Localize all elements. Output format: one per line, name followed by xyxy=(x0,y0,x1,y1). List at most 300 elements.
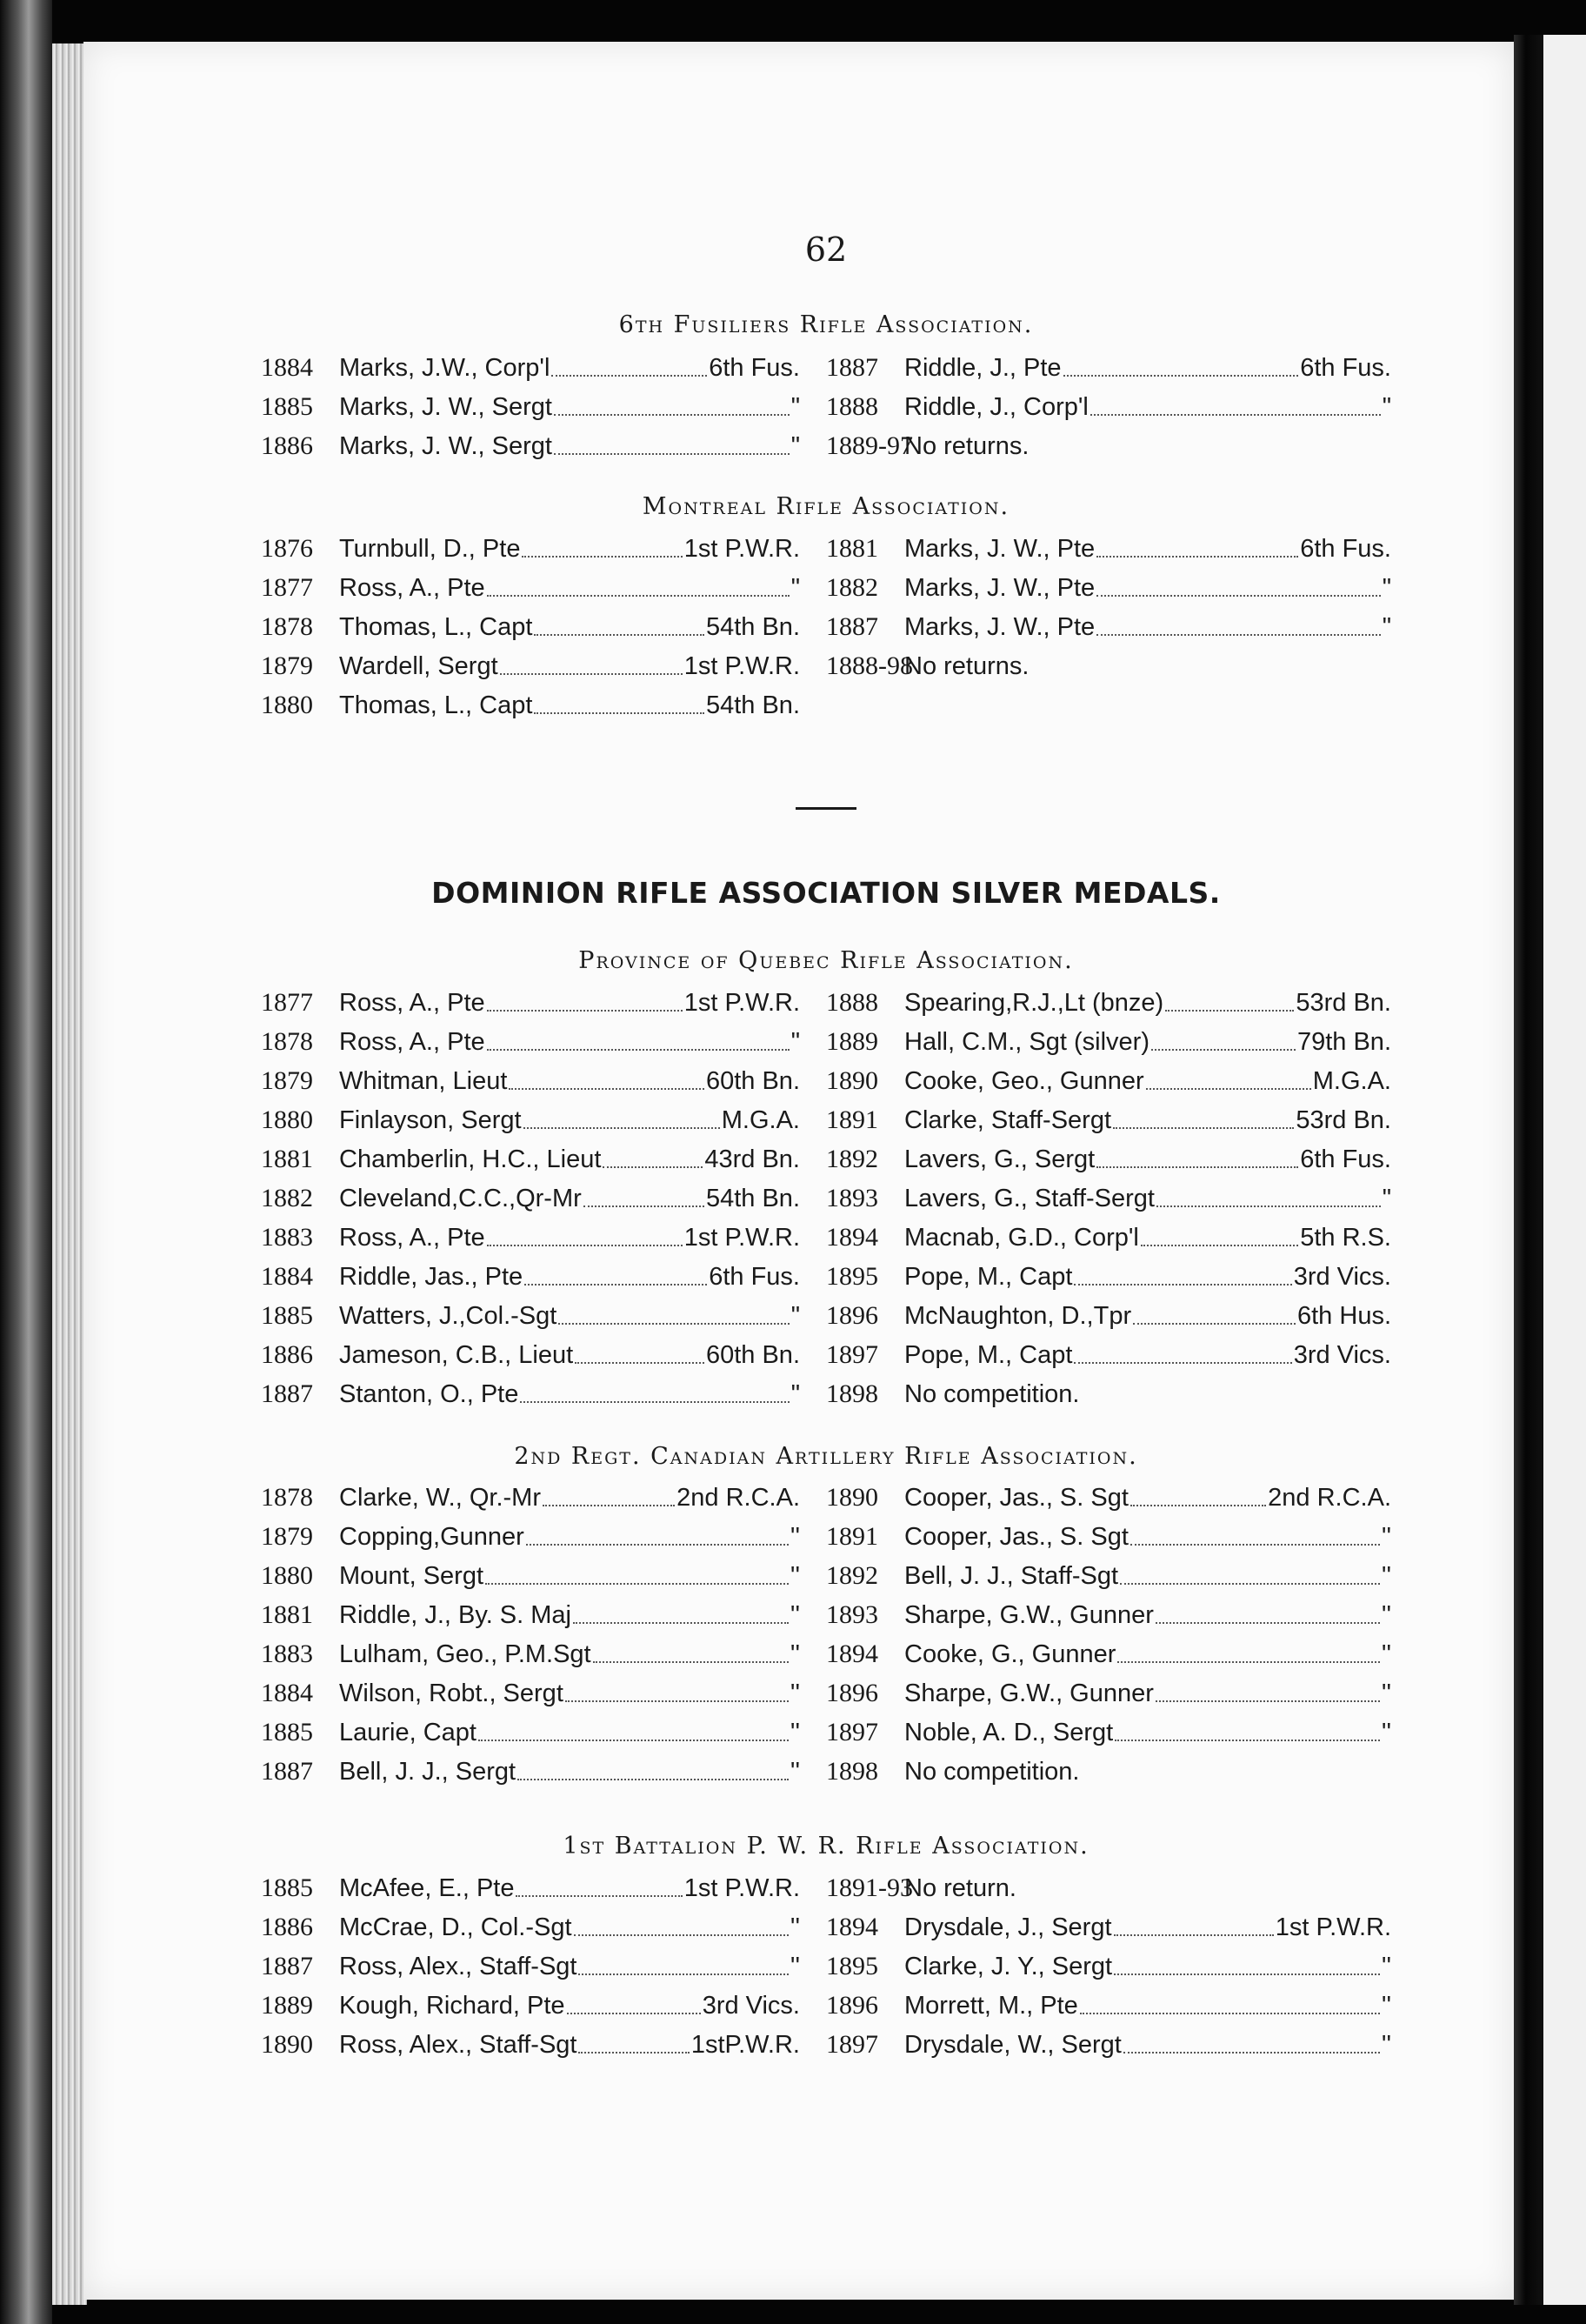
entry-name: Ross, A., Pte xyxy=(339,989,485,1017)
entry-unit: 54th Bn. xyxy=(705,613,800,641)
main-heading: DOMINION RIFLE ASSOCIATION SILVER MEDALS. xyxy=(431,876,1221,910)
entry-name: Marks, J.W., Corp'l xyxy=(339,354,550,382)
medal-entry xyxy=(826,1947,1391,1986)
entry-name: Riddle, J., Pte xyxy=(904,354,1062,382)
dot-leader xyxy=(567,2012,701,2014)
medal-entry xyxy=(826,1517,1391,1556)
entry-unit: 6th Fus. xyxy=(1300,1145,1391,1173)
entry-year: 1877 xyxy=(261,573,313,602)
entry-year: 1898 xyxy=(826,1757,878,1786)
medal-entry xyxy=(826,1257,1391,1296)
entry-unit: 3rd Vics. xyxy=(1293,1341,1391,1369)
entry-unit: '' xyxy=(1381,1523,1391,1551)
entry-year: 1884 xyxy=(261,1262,313,1291)
entry-name: Cooper, Jas., S. Sgt xyxy=(904,1523,1129,1551)
entry-name: Riddle, J., Corp'l xyxy=(904,393,1089,421)
entry-year: 1879 xyxy=(261,1522,313,1551)
entry-year: 1895 xyxy=(826,1952,878,1980)
medal-entry xyxy=(261,1335,826,1374)
entry-name: Drysdale, W., Sergt xyxy=(904,2031,1122,2059)
right-column xyxy=(826,1478,1391,1791)
dot-leader xyxy=(534,711,704,714)
entry-name: Clarke, W., Qr.-Mr xyxy=(339,1484,541,1512)
entry-year: 1887 xyxy=(261,1952,313,1980)
entry-year: 1878 xyxy=(261,612,313,641)
entry-name: Stanton, O., Pte xyxy=(339,1380,519,1408)
entry-year: 1885 xyxy=(261,1718,313,1746)
entry-unit: " xyxy=(790,1380,800,1408)
dot-leader xyxy=(578,1973,788,1975)
dot-leader xyxy=(593,1660,789,1663)
entry-year: 1896 xyxy=(826,1991,878,2020)
dot-leader xyxy=(1114,1973,1380,1975)
entry-name: Lulham, Geo., P.M.Sgt xyxy=(339,1640,591,1668)
entry-unit: 1st P.W.R. xyxy=(683,535,800,563)
dot-leader xyxy=(1115,1739,1380,1741)
section-heading-1st-battalion-pwr: 1st Battalion P. W. R. Rifle Association. xyxy=(563,1833,1090,1860)
dot-leader xyxy=(523,1126,720,1129)
entry-year: 1891 xyxy=(826,1105,878,1134)
dot-leader xyxy=(500,672,683,675)
entry-unit: " xyxy=(790,432,800,460)
entry-unit: '' xyxy=(790,1680,800,1707)
dot-leader xyxy=(522,555,682,558)
medal-entry xyxy=(826,387,1391,426)
entry-name: Marks, J. W., Pte xyxy=(904,535,1096,563)
entry-unit: '' xyxy=(790,1953,800,1980)
entry-unit: '' xyxy=(1381,2031,1391,2059)
medal-entry xyxy=(261,1022,826,1061)
medal-entry xyxy=(261,607,826,646)
medal-entry xyxy=(261,348,826,387)
entry-year: 1896 xyxy=(826,1301,878,1330)
entry-name: Sharpe, G.W., Gunner xyxy=(904,1680,1154,1707)
entry-year: 1891 xyxy=(826,1522,878,1551)
medal-entry xyxy=(261,387,826,426)
medal-entry xyxy=(261,685,826,725)
dot-leader xyxy=(1146,1087,1311,1090)
entry-unit: '' xyxy=(1381,1992,1391,2020)
entry-year: 1898 xyxy=(826,1379,878,1408)
medal-entry xyxy=(826,1022,1391,1061)
entry-name: Pope, M., Capt xyxy=(904,1263,1073,1291)
entry-year: 1892 xyxy=(826,1561,878,1590)
dot-leader xyxy=(487,1244,683,1246)
medal-entry xyxy=(826,646,1391,685)
entry-year: 1880 xyxy=(261,1105,313,1134)
section-heading-6th-fusiliers: 6th Fusiliers Rifle Association. xyxy=(618,311,1034,338)
entry-year: 1881 xyxy=(261,1600,313,1629)
medal-entry xyxy=(261,1868,826,1907)
entry-name: Thomas, L., Capt xyxy=(339,691,533,719)
dot-leader xyxy=(1130,1543,1380,1546)
dot-leader xyxy=(1123,2051,1380,2054)
medal-entry xyxy=(261,1556,826,1595)
entry-name: No returns. xyxy=(904,652,1030,680)
dot-leader xyxy=(1074,1361,1291,1364)
dot-leader xyxy=(1096,633,1381,636)
medal-entry xyxy=(826,568,1391,607)
dot-leader xyxy=(1165,1009,1294,1012)
dot-leader xyxy=(1063,374,1299,377)
entry-year: 1889-97 xyxy=(826,431,913,460)
entry-year: 1893 xyxy=(826,1600,878,1629)
entry-unit: M.G.A. xyxy=(721,1106,800,1134)
dot-leader xyxy=(1114,1933,1274,1936)
medal-entry xyxy=(261,1179,826,1218)
medal-entry xyxy=(826,1296,1391,1335)
section-table-canadian-artillery xyxy=(261,1478,1391,1791)
dot-leader xyxy=(1117,1660,1380,1663)
entry-name: Ross, A., Pte xyxy=(339,1224,485,1252)
dot-leader xyxy=(487,1009,683,1012)
medal-entry xyxy=(826,1139,1391,1179)
entry-year: 1890 xyxy=(826,1066,878,1095)
entry-name: McNaughton, D.,Tpr xyxy=(904,1302,1132,1330)
dot-leader xyxy=(554,413,790,416)
entry-year: 1895 xyxy=(826,1262,878,1291)
entry-year: 1890 xyxy=(261,2030,313,2059)
entry-name: No returns. xyxy=(904,432,1030,460)
medal-entry xyxy=(261,529,826,568)
medal-entry xyxy=(261,983,826,1022)
entry-year: 1891-93 xyxy=(826,1873,913,1902)
medal-entry xyxy=(826,1374,1391,1413)
dot-leader xyxy=(1090,413,1381,416)
section-table-montreal xyxy=(261,529,1391,725)
entry-unit: " xyxy=(1382,393,1391,421)
dot-leader xyxy=(578,2051,689,2054)
entry-name: No competition. xyxy=(904,1380,1080,1408)
medal-entry xyxy=(826,1752,1391,1791)
entry-year: 1886 xyxy=(261,431,313,460)
entry-name: Cooke, Geo., Gunner xyxy=(904,1067,1144,1095)
dot-leader xyxy=(1096,594,1381,597)
entry-year: 1889 xyxy=(261,1991,313,2020)
dot-leader xyxy=(574,1933,789,1936)
entry-unit: 79th Bn. xyxy=(1296,1028,1391,1056)
dot-leader xyxy=(485,1582,789,1585)
dot-leader xyxy=(575,1361,704,1364)
entry-unit: '' xyxy=(790,1758,800,1786)
dot-leader xyxy=(551,374,707,377)
dot-leader xyxy=(1096,555,1298,558)
entry-year: 1883 xyxy=(261,1639,313,1668)
entry-year: 1892 xyxy=(826,1145,878,1173)
entry-unit: 1st P.W.R. xyxy=(683,1874,800,1902)
entry-unit: '' xyxy=(790,1913,800,1941)
entry-year: 1881 xyxy=(261,1145,313,1173)
dot-leader xyxy=(516,1894,682,1897)
right-column xyxy=(826,1868,1391,2064)
entry-name: No competition. xyxy=(904,1758,1080,1786)
entry-unit: 43rd Bn. xyxy=(704,1145,800,1173)
entry-year: 1894 xyxy=(826,1639,878,1668)
entry-name: Bell, J. J., Staff-Sgt xyxy=(904,1562,1119,1590)
section-heading-province-of-quebec: Province of Quebec Rifle Association. xyxy=(578,947,1074,974)
dot-leader xyxy=(524,1283,707,1286)
book-gutter xyxy=(1514,35,1543,2305)
entry-unit: '' xyxy=(790,1562,800,1590)
dot-leader xyxy=(478,1739,789,1741)
entry-year: 1889 xyxy=(826,1027,878,1056)
entry-unit: '' xyxy=(1381,1562,1391,1590)
entry-unit: '' xyxy=(790,1719,800,1746)
entry-name: Sharpe, G.W., Gunner xyxy=(904,1601,1154,1629)
entry-year: 1888 xyxy=(826,392,878,421)
entry-unit: 1st P.W.R. xyxy=(683,1224,800,1252)
entry-year: 1880 xyxy=(261,691,313,719)
entry-name: Drysdale, J., Sergt xyxy=(904,1913,1112,1941)
entry-unit: '' xyxy=(1381,1601,1391,1629)
entry-name: Ross, Alex., Staff-Sgt xyxy=(339,2031,577,2059)
medal-entry xyxy=(261,1713,826,1752)
dot-leader xyxy=(526,1543,789,1546)
medal-entry xyxy=(826,1634,1391,1673)
dot-leader xyxy=(1120,1582,1380,1585)
entry-unit: 2nd R.C.A. xyxy=(1268,1484,1391,1512)
medal-entry xyxy=(261,1374,826,1413)
entry-name: Kough, Richard, Pte xyxy=(339,1992,565,2020)
medal-entry xyxy=(261,1634,826,1673)
entry-year: 1882 xyxy=(826,573,878,602)
entry-unit: " xyxy=(790,393,800,421)
left-column xyxy=(261,348,826,465)
medal-entry xyxy=(826,1218,1391,1257)
entry-name: Marks, J. W., Pte xyxy=(904,613,1096,641)
entry-name: Laurie, Capt xyxy=(339,1719,476,1746)
entry-unit: 3rd Vics. xyxy=(1293,1263,1391,1291)
medal-entry xyxy=(826,1179,1391,1218)
entry-unit: 60th Bn. xyxy=(705,1067,800,1095)
section-table-province-of-quebec xyxy=(261,983,1391,1413)
dot-leader xyxy=(1074,1283,1291,1286)
entry-name: Jameson, C.B., Lieut xyxy=(339,1341,574,1369)
entry-unit: 6th Fus. xyxy=(1300,354,1391,382)
entry-name: McCrae, D., Col.-Sgt xyxy=(339,1913,572,1941)
medal-entry xyxy=(261,1478,826,1517)
entry-name: Wilson, Robt., Sergt xyxy=(339,1680,563,1707)
entry-year: 1877 xyxy=(261,988,313,1017)
left-column xyxy=(261,529,826,725)
entry-year: 1884 xyxy=(261,1679,313,1707)
entry-year: 1887 xyxy=(261,1379,313,1408)
entry-year: 1887 xyxy=(826,353,878,382)
page-edges xyxy=(52,43,87,2305)
entry-name: Clarke, Staff-Sergt xyxy=(904,1106,1112,1134)
section-table-6th-fusiliers xyxy=(261,348,1391,465)
medal-entry xyxy=(826,1595,1391,1634)
entry-unit: 3rd Vics. xyxy=(702,1992,800,2020)
page-number: 62 xyxy=(804,230,848,269)
entry-year: 1897 xyxy=(826,1340,878,1369)
entry-unit: '' xyxy=(1381,1680,1391,1707)
medal-entry xyxy=(826,1868,1391,1907)
dot-leader xyxy=(558,1322,789,1325)
entry-unit: '' xyxy=(1381,1719,1391,1746)
entry-unit: 1stP.W.R. xyxy=(690,2031,800,2059)
entry-year: 1876 xyxy=(261,534,313,563)
entry-year: 1888-98 xyxy=(826,651,913,680)
entry-year: 1897 xyxy=(826,1718,878,1746)
dot-leader xyxy=(1080,2012,1380,2014)
entry-unit: " xyxy=(1382,574,1391,602)
medal-entry xyxy=(826,607,1391,646)
medal-entry xyxy=(261,1517,826,1556)
dot-leader xyxy=(1151,1048,1296,1051)
dot-leader xyxy=(543,1504,675,1506)
entry-unit: " xyxy=(790,1028,800,1056)
entry-year: 1883 xyxy=(261,1223,313,1252)
entry-unit: " xyxy=(790,1302,800,1330)
entry-year: 1894 xyxy=(826,1913,878,1941)
dot-leader xyxy=(487,1048,790,1051)
medal-entry xyxy=(826,2025,1391,2064)
section-heading-canadian-artillery: 2nd Regt. Canadian Artillery Rifle Association. xyxy=(514,1443,1138,1470)
entry-year: 1878 xyxy=(261,1027,313,1056)
entry-unit: '' xyxy=(1381,1640,1391,1668)
entry-unit: " xyxy=(1382,1185,1391,1212)
medal-entry xyxy=(826,1478,1391,1517)
entry-year: 1886 xyxy=(261,1340,313,1369)
entry-name: Ross, Alex., Staff-Sgt xyxy=(339,1953,577,1980)
medal-entry xyxy=(826,1713,1391,1752)
entry-year: 1886 xyxy=(261,1913,313,1941)
entry-name: Mount, Sergt xyxy=(339,1562,484,1590)
left-column xyxy=(261,983,826,1413)
entry-year: 1887 xyxy=(826,612,878,641)
entry-name: Whitman, Lieut xyxy=(339,1067,508,1095)
entry-name: Watters, J.,Col.-Sgt xyxy=(339,1302,557,1330)
entry-year: 1894 xyxy=(826,1223,878,1252)
entry-year: 1885 xyxy=(261,1873,313,1902)
entry-name: Hall, C.M., Sgt (silver) xyxy=(904,1028,1150,1056)
medal-entry xyxy=(826,983,1391,1022)
entry-unit: 60th Bn. xyxy=(705,1341,800,1369)
dot-leader xyxy=(1156,1205,1381,1207)
dot-leader xyxy=(1156,1621,1380,1624)
entry-name: Turnbull, D., Pte xyxy=(339,535,521,563)
entry-unit: 1st P.W.R. xyxy=(683,652,800,680)
book-spine xyxy=(0,0,52,2324)
medal-entry xyxy=(261,1100,826,1139)
entry-unit: '' xyxy=(790,1601,800,1629)
entry-unit: 2nd R.C.A. xyxy=(676,1484,800,1512)
medal-entry xyxy=(261,646,826,685)
section-heading-montreal: Montreal Rifle Association. xyxy=(642,493,1010,520)
dot-leader xyxy=(583,1205,704,1207)
entry-name: Spearing,R.J.,Lt (bnze) xyxy=(904,989,1164,1017)
entry-name: Marks, J. W., Pte xyxy=(904,574,1096,602)
entry-unit: '' xyxy=(790,1640,800,1668)
medal-entry xyxy=(826,1061,1391,1100)
entry-year: 1882 xyxy=(261,1184,313,1212)
medal-entry xyxy=(261,1296,826,1335)
entry-name: Clarke, J. Y., Sergt xyxy=(904,1953,1113,1980)
dot-leader xyxy=(1096,1165,1298,1168)
entry-unit: " xyxy=(790,574,800,602)
entry-name: Riddle, J., By. S. Maj xyxy=(339,1601,571,1629)
entry-unit: '' xyxy=(1381,1953,1391,1980)
entry-name: Morrett, M., Pte xyxy=(904,1992,1078,2020)
dot-leader xyxy=(1130,1504,1266,1506)
section-divider xyxy=(796,807,856,810)
entry-name: Thomas, L., Capt xyxy=(339,613,533,641)
left-column xyxy=(261,1868,826,2064)
medal-entry xyxy=(826,1335,1391,1374)
entry-name: Wardell, Sergt xyxy=(339,652,498,680)
entry-name: Lavers, G., Sergt xyxy=(904,1145,1096,1173)
medal-entry xyxy=(261,426,826,465)
entry-name: Cooke, G., Gunner xyxy=(904,1640,1116,1668)
medal-entry xyxy=(826,426,1391,465)
entry-unit: " xyxy=(1382,613,1391,641)
dot-leader xyxy=(554,452,790,455)
entry-name: McAfee, E., Pte xyxy=(339,1874,515,1902)
entry-year: 1885 xyxy=(261,1301,313,1330)
right-column xyxy=(826,983,1391,1413)
medal-entry xyxy=(261,1218,826,1257)
medal-entry xyxy=(261,1947,826,1986)
entry-year: 1881 xyxy=(826,534,878,563)
entry-name: Ross, A., Pte xyxy=(339,574,485,602)
entry-year: 1888 xyxy=(826,988,878,1017)
medal-entry xyxy=(826,529,1391,568)
entry-name: Ross, A., Pte xyxy=(339,1028,485,1056)
facing-page-edge xyxy=(1543,35,1586,2305)
entry-year: 1885 xyxy=(261,392,313,421)
entry-year: 1887 xyxy=(261,1757,313,1786)
medal-entry xyxy=(826,1100,1391,1139)
medal-entry xyxy=(826,1673,1391,1713)
entry-name: No return. xyxy=(904,1874,1016,1902)
entry-name: Cooper, Jas., S. Sgt xyxy=(904,1484,1129,1512)
section-table-1st-battalion-pwr xyxy=(261,1868,1391,2064)
dot-leader xyxy=(517,1778,789,1780)
entry-unit: 6th Fus. xyxy=(709,1263,800,1291)
entry-unit: 1st P.W.R. xyxy=(683,989,800,1017)
dot-leader xyxy=(565,1700,789,1702)
dot-leader xyxy=(603,1165,703,1168)
dot-leader xyxy=(1156,1700,1380,1702)
entry-name: Bell, J. J., Sergt xyxy=(339,1758,516,1786)
entry-name: Marks, J. W., Sergt xyxy=(339,432,552,460)
medal-entry xyxy=(261,1139,826,1179)
entry-year: 1896 xyxy=(826,1679,878,1707)
entry-unit: 54th Bn. xyxy=(705,1185,800,1212)
entry-name: Noble, A. D., Sergt xyxy=(904,1719,1114,1746)
entry-unit: M.G.A. xyxy=(1312,1067,1391,1095)
medal-entry xyxy=(261,1986,826,2025)
medal-entry xyxy=(261,1907,826,1947)
entry-unit: 1st P.W.R. xyxy=(1275,1913,1391,1941)
entry-name: Riddle, Jas., Pte xyxy=(339,1263,523,1291)
entry-year: 1890 xyxy=(826,1483,878,1512)
dot-leader xyxy=(487,594,790,597)
medal-entry xyxy=(826,348,1391,387)
entry-name: Chamberlin, H.C., Lieut xyxy=(339,1145,602,1173)
dot-leader xyxy=(1141,1244,1298,1246)
entry-year: 1878 xyxy=(261,1483,313,1512)
entry-unit: 54th Bn. xyxy=(705,691,800,719)
entry-year: 1879 xyxy=(261,1066,313,1095)
right-column xyxy=(826,529,1391,725)
medal-entry xyxy=(826,1907,1391,1947)
entry-unit: 6th Fus. xyxy=(1300,535,1391,563)
entry-name: Lavers, G., Staff-Sergt xyxy=(904,1185,1155,1212)
medal-entry xyxy=(261,1257,826,1296)
dot-leader xyxy=(520,1400,789,1403)
